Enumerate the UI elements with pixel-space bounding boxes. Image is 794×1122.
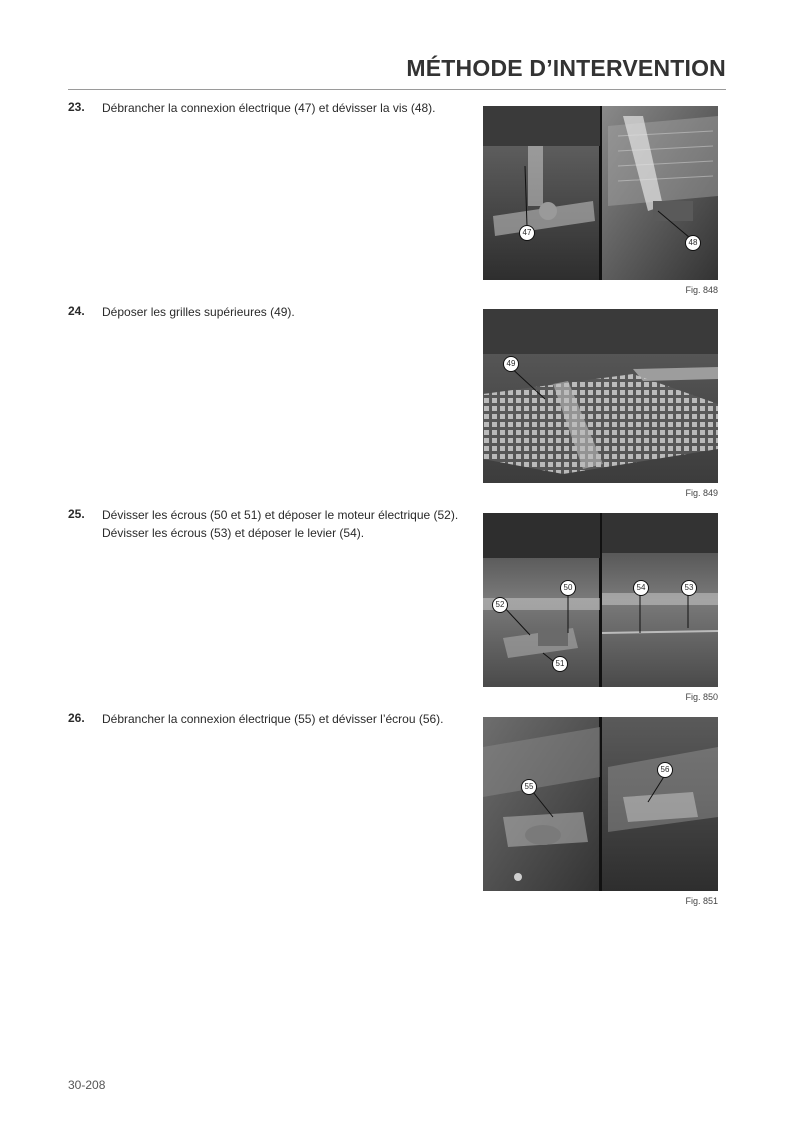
step-line: Déposer les grilles supérieures (49).	[102, 305, 295, 319]
step-line: Débrancher la connexion électrique (55) et dévisser l’écrou (56).	[102, 712, 444, 726]
header-divider	[68, 89, 726, 90]
step-number: 26.	[68, 711, 85, 725]
step-number: 23.	[68, 100, 85, 114]
callout-50: 50	[560, 580, 576, 596]
callout-55: 55	[521, 779, 537, 795]
step-line: Débrancher la connexion électrique (47) et dévisser la vis (48).	[102, 101, 436, 115]
callout-49: 49	[503, 356, 519, 372]
figure-caption: Fig. 848	[685, 285, 718, 295]
figure-848-photo	[483, 106, 718, 280]
step-text	[102, 303, 472, 321]
page-number: 30-208	[68, 1078, 106, 1092]
step-line: Dévisser les écrous (50 et 51) et déposer le moteur électrique (52).	[102, 508, 459, 522]
callout-52: 52	[492, 597, 508, 613]
figure-850-photo	[483, 513, 718, 687]
figure-caption: Fig. 851	[685, 896, 718, 906]
step-text	[102, 99, 472, 117]
callout-56: 56	[657, 762, 673, 778]
step-number: 24.	[68, 304, 85, 318]
step-text	[102, 710, 472, 728]
callout-54: 54	[633, 580, 649, 596]
callout-48: 48	[685, 235, 701, 251]
figure-849-photo	[483, 309, 718, 483]
figure-caption: Fig. 850	[685, 692, 718, 702]
callout-47: 47	[519, 225, 535, 241]
figure-851-photo	[483, 717, 718, 891]
callout-53: 53	[681, 580, 697, 596]
figure-caption: Fig. 849	[685, 488, 718, 498]
step-line: Dévisser les écrous (53) et déposer le levier (54).	[102, 526, 365, 540]
step-text	[102, 506, 472, 542]
page-title: MÉTHODE D’INTERVENTION	[406, 55, 726, 81]
step-number: 25.	[68, 507, 85, 521]
callout-51: 51	[552, 656, 568, 672]
